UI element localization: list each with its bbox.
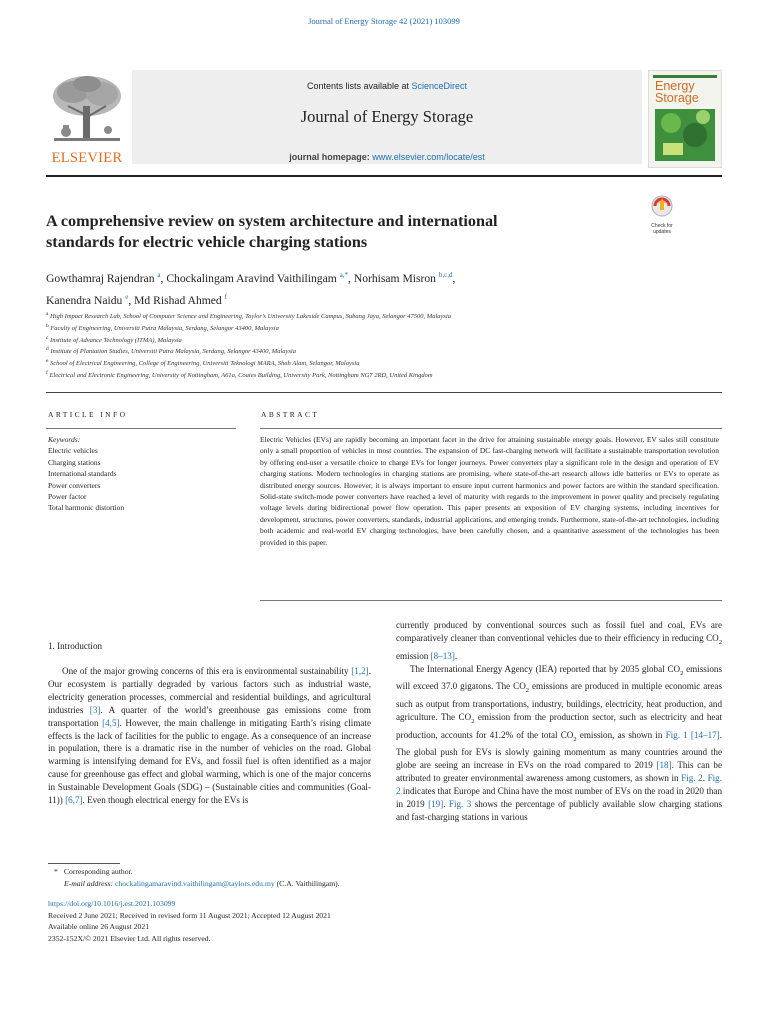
elsevier-logo[interactable] [46,70,128,166]
doi-link[interactable]: https://doi.org/10.1016/j.est.2021.103099 [48,899,176,908]
abstract-end-rule [260,600,722,601]
badge-line1: Check for [651,223,673,229]
body-text: currently produced by conventional sources such as fossil fuel and coal, EVs are comparatively cleaner than conventional vehicles due to their efficiency in reducing CO [396,620,722,643]
affiliation-text: Institute of Plantation Studies, Universiti Putra Malaysia, Serdang, Selangor 43400, Malaysia [48,348,296,356]
affiliation-item [46,310,726,322]
keyword-item: Electric vehicles [48,446,98,456]
keyword-item: Total harmonic distortion [48,503,125,513]
corresponding-author-note [50,866,730,878]
author-name[interactable]: Kanendra Naidu [46,293,123,307]
intro-paragraph-1 [48,665,371,807]
body-text: emission from the production sector, such as electricity and heat production, accounts for 41.2% of the total CO [396,711,723,740]
body-text: emissions will exceed 37.0 gigatons. The CO [396,663,722,692]
copyright-line: 2352-152X/© 2021 Elsevier Ltd. All rights reserved. [48,934,211,944]
masthead-band [132,70,642,164]
subscript: 2 [573,735,577,743]
affiliation-marker: d [46,346,49,353]
subscript: 2 [718,638,722,646]
body-text: . This can be attributed to greater environmental awareness among customers, as shown in [396,760,722,784]
homepage-line [132,152,642,162]
article-title [46,211,636,253]
reference-link[interactable]: [6,7] [65,795,83,806]
body-text: . [454,650,458,661]
affiliation-item [46,334,726,346]
affiliation-marker: c [46,334,49,341]
affiliation-marker: a [46,311,49,317]
keyword-item: Charging stations [48,457,101,467]
affiliation-text: Faculty of Engineering, Universiti Putra Malaysia, Serdang, Selangor 43400, Malaysia [48,324,279,332]
affiliation-text: High Impact Research Lab, School of Computer Science and Engineering, Taylor’s University Lakeside Campus, Subang Jaya, Selangor 47500, Malaysia [48,313,451,321]
reference-link[interactable]: [19] [428,798,444,809]
keyword-list [48,445,238,513]
reference-link[interactable]: [18] [656,760,672,771]
email-note [50,878,730,890]
reference-link[interactable]: [14–17] [690,729,720,740]
reference-link[interactable]: Fig. 2 [681,773,703,784]
affiliation-marker: b [46,322,49,329]
article-title-line1: A comprehensive review on system architecture and international [46,212,498,230]
reference-link[interactable]: [8–13] [430,650,455,661]
author-affiliation-marker[interactable]: a [157,271,161,279]
article-title-line2: standards for electric vehicle charging stations [46,233,368,251]
body-text: One of the major growing concerns of this era is environmental sustainability [62,666,352,676]
cover-title-line2: Storage [655,91,699,105]
footnote-rule [48,863,120,864]
author-list: Gowthamraj Rajendran $^a$, Chockalingam Aravind Vaithilingam $^{a,*}$, Norhisam Misron $^{b,c,d}$, Kanendra Naidu $^e$, Md Rishad Ahmed $^f$ [46,271,456,307]
contents-prefix: Contents lists available at [306,81,412,91]
keyword-item: Power factor [48,492,87,502]
keywords-label: Keywords: [48,435,81,444]
subscript: 2 [680,669,684,677]
header-rule [46,392,722,393]
abstract-rule [260,428,722,429]
subscript: 2 [471,717,475,725]
body-text: . However, the main challenge in mitigating Earth’s rising climate effects is the lack of facilities for the public to engage. As a consequence of an increase in population, there is a dramatic rise in the number of vehicles on the road. Global warming is intensifying demand for EVs, and fossil fuel is often identified as a major cause for greenhouse gas effect and global warming, which is one of the major concerns in Sustainable Development Goals (SDG) – (Sustainable cities and communities (Goal-11)) [48,717,371,806]
homepage-label: journal homepage: [289,152,373,162]
body-text: emission [396,650,431,661]
received-dates: Received 2 June 2021; Received in revised form 11 August 2021; Accepted 12 August 2021 [48,910,331,920]
publisher-wordmark: ELSEVIER [51,150,123,166]
author-affiliation-marker[interactable]: b,c,d [438,271,453,279]
body-text: indicates that Europe and China have the most number of EVs on the road in 2020 than in 2019 [396,786,722,809]
body-text: . [443,798,449,809]
subscript: 2 [525,687,530,695]
check-for-updates-badge[interactable] [646,194,678,235]
abstract-heading: ABSTRACT [261,410,320,419]
email-link[interactable]: chockalingamaravind.vaithilingam@taylors.edu.my [114,878,275,888]
body-text: shows the percentage of publicly available slow charging stations and fast-charging stations in various [396,798,722,822]
author-affiliation-marker[interactable]: f [224,292,227,301]
email-suffix: (C.A. Vaithilingam). [276,878,340,888]
affiliation-text: School of Electrical Engineering, College of Engineering, Universiti Teknologi MARA, Shah Alam, Selangor, Malaysia [48,360,360,368]
affiliation-item [46,357,726,369]
keyword-item: Power converters [48,480,101,490]
section-heading-introduction: 1. Introduction [48,641,103,651]
body-column-left [48,665,371,807]
masthead-rule [46,175,722,177]
reference-link[interactable]: Fig. 3 [448,798,472,809]
author-affiliation-marker[interactable]: e [125,292,129,301]
article-info-heading: ARTICLE INFO [48,410,128,419]
body-column-right [396,619,722,824]
affiliation-list [46,310,726,381]
reference-link[interactable]: [3] [89,704,101,715]
check-for-updates-icon [646,194,678,218]
sciencedirect-link[interactable]: ScienceDirect [411,81,468,91]
homepage-url-link[interactable]: www.elsevier.com/locate/est [372,152,485,162]
author-name[interactable]: Norhisam Misron [353,271,436,285]
reference-link[interactable]: [1,2] [351,666,369,676]
badge-line2: updates [653,229,671,235]
body-text: The International Energy Agency (IEA) reported that by 2035 global CO [410,663,681,674]
footnote [50,866,730,889]
affiliation-text: Institute of Advance Technology (ITMA), Malaysia [48,336,182,344]
journal-cover-thumbnail[interactable] [648,70,722,168]
intro-paragraph-2 [396,663,722,824]
keyword-item: International standards [48,469,117,479]
body-text: emissions are produced in multiple economic areas such as output from transportations, industry, buildings, electricity, heat production, and agriculture. The CO [396,681,722,722]
author-name[interactable]: Chockalingam Aravind Vaithilingam [166,271,337,285]
affiliation-item [46,369,726,381]
body-text: . A quarter of the world’s greenhouse gas emissions come from transportation [48,704,372,728]
body-text: . Even though electrical energy for the EVs is [82,795,249,806]
journal-masthead [46,70,722,170]
corresponding-author-text: Corresponding author. [63,867,133,876]
asterisk-icon: * [54,867,58,876]
reference-link[interactable]: [4,5] [102,717,120,728]
keywords-block [48,434,238,514]
author-affiliation-marker[interactable]: a,* [339,271,349,279]
body-text: . The global push for EVs is slowly gaining momentum as many countries around the globe are seeing an increase in EVs on the road compared to 2019 [396,729,722,771]
affiliation-item [46,322,726,334]
affiliation-marker: f [46,369,48,376]
affiliation-text: Electrical and Electronic Engineering, University of Nottingham, A61a, Coates Building, University Park, Nottingham NG7 2RD, United Kingdom [47,371,433,379]
email-label: E-mail address: [64,878,114,888]
author-name[interactable]: Md Rishad Ahmed [134,293,222,307]
cover-art-icon [649,71,721,167]
journal-title: Journal of Energy Storage [300,107,474,126]
contents-line [132,81,642,91]
body-text: . Our ecosystem is partially degraded by various factors such as industrial waste, electricity generation processes, commercial and residential buildings, and agricultural industries [48,666,371,715]
abstract-text: Electric Vehicles (EVs) are rapidly becoming an important facet in the drive for attaining sustainable energy goals. However, EV sales still constitute only a small proportion of vehicles in most countries. The expansion of DC fast-charging network will facilitate a sustainable transportation revolution by offering end-user a versatile choice to charge EVs for longer journeys. Power converters play a significant role in the design and operation of EV charging stations. Modern technologies in charging stations are promising, where state-of-the-art research allows idle batteries or EVs to operate as distributed energy sources. However, it is always important to ensure input current harmonics and power factors are within the standard specification. Solid-state switch-mode power converters have reached a level of maturity with regards to the improvement in power quality and precisely regulating voltage levels during bidirectional power flow operation. This paper presents an exposition of EV charging systems, including incentives for development, structures, power converters, standards, industrial applications, and emerging trends. Furthermore, state-of-the-art technologies, including both academic and real-world EV charging technologies, have been carefully chosen, and a quantitative assessment of the technologies has been provided in this paper. [260,435,719,547]
intro-paragraph-continued [396,619,722,663]
available-online: Available online 26 August 2021 [48,922,150,932]
author-name[interactable]: Gowthamraj Rajendran [46,271,155,285]
body-text: . [702,773,708,784]
article-info-rule [46,428,236,429]
publication-info [48,898,728,945]
reference-link[interactable]: Fig. 1 [665,729,688,740]
affiliation-marker: e [46,358,49,364]
cover-title-line1: Energy [655,79,695,93]
affiliation-item [46,345,726,357]
body-text: emission, as shown in [576,729,666,740]
journal-citation-link[interactable]: Journal of Energy Storage 42 (2021) 103099 [308,16,460,26]
reference-link[interactable]: Fig. 2 [396,773,722,797]
